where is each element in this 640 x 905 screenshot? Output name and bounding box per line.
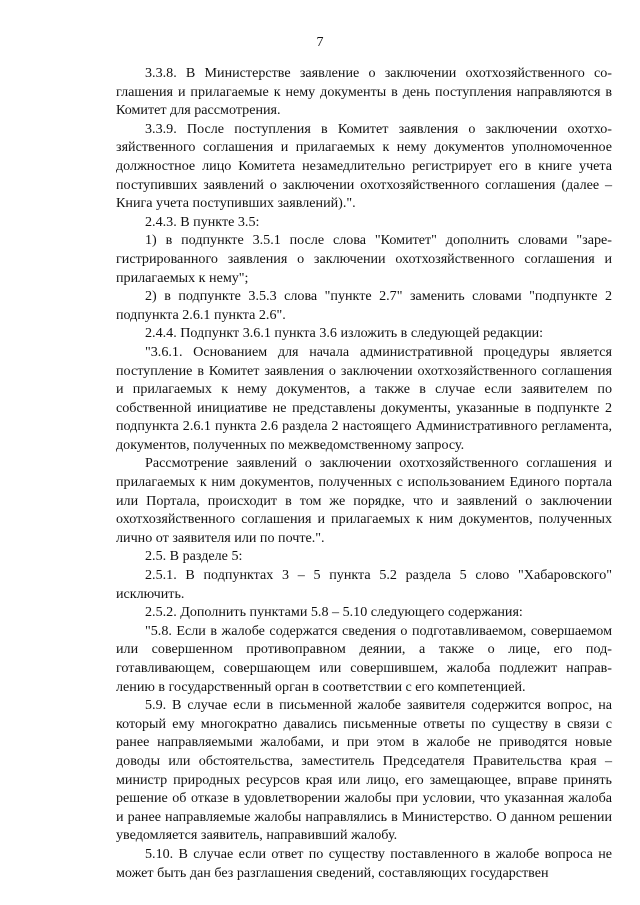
paragraph-5-8: "5.8. Если в жалобе содержатся сведения о подготавливаемом, совершаемом или совершенном противоправном деянии, а также о лице, его подготавливающем, совершающем или совершившем, жалоба подлежит направлению в государственный орган в соответствии с его компетенцией.: [116, 622, 612, 695]
paragraph-2-4-3: 2.4.3. В пункте 3.5:: [145, 213, 260, 230]
paragraph-2-4-4: 2.4.4. Подпункт 3.6.1 пункта 3.6 изложить в следующей редакции:: [145, 325, 544, 342]
paragraph-5-9: 5.9. В случае если в письменной жалобе заявителя содержится вопрос, на который ему многократно давались письменные ответы по существу в связи с ранее направляемыми жалобами, и при этом в жалобе не приводятся новые доводы или обстоятельства, заместитель Председателя Правительства края – министр природных ресурсов края или лицо, его замещающее, вправе принять решение об отказе в удовлетворении жалобы при условии, что указанная жалоба и ранее направляемые жалобы направлялись в Министерство. О данном решении уведомляется заявитель, направивший жалобу.: [116, 697, 612, 844]
paragraph-3-6-1: "3.6.1. Основанием для начала административной процедуры является поступление в Комитет заявления о заключении охотхозяйственного соглашения и прилагаемых к нему документов, а также в случае если заявителем по собственной инициативе не представлены документы, указанные в подпункте 2 подпункта 2.6.1 пункта 2.6 раздела 2 настоящего Административного регламента, документов, полученных по межведомственному запросу.: [116, 343, 612, 453]
paragraph-3-3-9: 3.3.9. После поступления в Комитет заявления о заключении охотхозяйственного соглашения и прилагаемых к нему документов уполномоченное должностное лицо Комитета незамедлительно регистрирует его в книге учета поступивших заявлений о заключении охотхозяйственного соглашения (далее – Книга учета поступивших заявлений).".: [116, 120, 612, 212]
paragraph-2-4-3-item-1: 1) в подпункте 3.5.1 после слова "Комитет" дополнить словами "зарегистрированного заявления о заключении охотхозяйственного соглашения и прилагаемых к нему";: [116, 232, 612, 286]
paragraph-3-3-8: 3.3.8. В Министерстве заявление о заключении охотхозяйственного соглашения и прилагаемые к нему документы в день поступления направляются в Комитет для рассмотрения.: [116, 65, 612, 119]
paragraph-2-5: 2.5. В разделе 5:: [145, 548, 243, 565]
paragraph-2-5-1: 2.5.1. В подпунктах 3 – 5 пункта 5.2 раздела 5 слово "Хабаровского" исключить.: [116, 567, 612, 602]
paragraph-5-10: 5.10. В случае если ответ по существу поставленного в жалобе вопроса не может быть дан без разглашения сведений, составляющих государствен: [116, 845, 612, 881]
paragraph-review: Рассмотрение заявлений о заключении охотхозяйственного соглашения и прилагаемых к ним документов, полученных с использованием Единого портала или Портала, происходит в том же порядке, что и заявлений о заключении охотхозяйственного соглашения и прилагаемых к ним документов, полученных лично от заявителя или по почте.".: [116, 455, 612, 546]
page-number: 7: [316, 35, 324, 50]
document-body: [116, 64, 612, 882]
paragraph-2-5-2: 2.5.2. Дополнить пунктами 5.8 – 5.10 следующего содержания:: [145, 604, 523, 621]
paragraph-2-4-3-item-2: 2) в подпункте 3.5.3 слова "пункте 2.7" заменить словами "подпункте 2 подпункта 2.6.1 пункта 2.6".: [116, 288, 612, 323]
